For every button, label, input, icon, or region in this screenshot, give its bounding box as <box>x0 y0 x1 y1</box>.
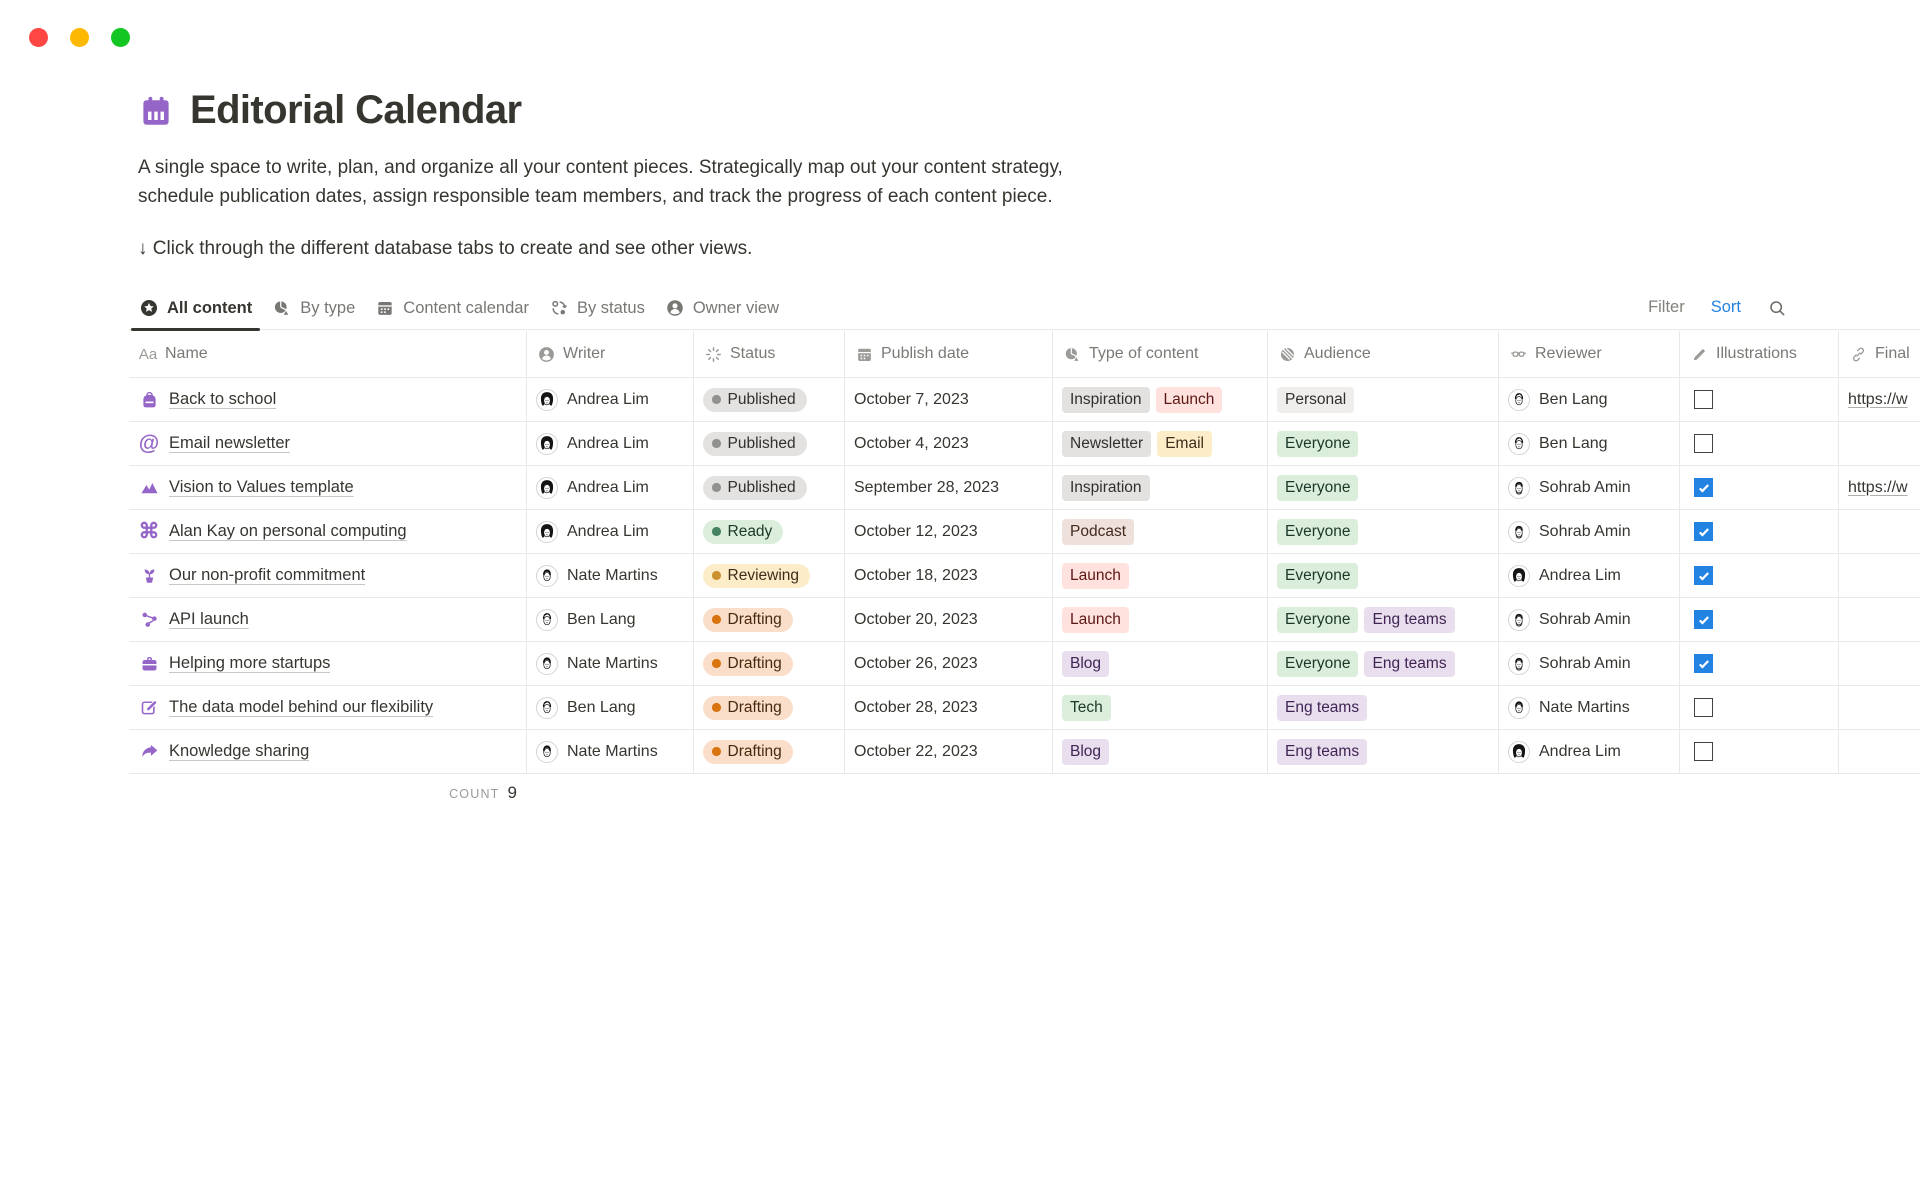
status-dot <box>712 527 721 536</box>
cell-audience[interactable] <box>1268 554 1499 597</box>
illustrations-checkbox[interactable] <box>1694 390 1713 409</box>
tag-eng-teams[interactable]: Eng teams <box>1364 651 1454 677</box>
column-header-publish-date[interactable] <box>845 331 1053 377</box>
audience-icon <box>1277 344 1297 364</box>
avatar <box>1508 653 1530 675</box>
cell-publish-date[interactable]: October 26, 2023 <box>845 642 1053 685</box>
cell-writer[interactable] <box>527 730 694 773</box>
cell-audience[interactable] <box>1268 466 1499 509</box>
cell-publish-date[interactable]: October 20, 2023 <box>845 598 1053 641</box>
table-row <box>129 642 1920 686</box>
cell-audience[interactable] <box>1268 378 1499 421</box>
backpack-icon <box>138 389 160 411</box>
pie-icon <box>1062 344 1082 364</box>
cell-publish-date[interactable]: October 12, 2023 <box>845 510 1053 553</box>
cell-publish-date[interactable]: October 18, 2023 <box>845 554 1053 597</box>
tag-launch[interactable]: Launch <box>1062 607 1129 633</box>
nodes-icon <box>138 609 160 631</box>
tab-label: By status <box>576 298 645 317</box>
calendar-sm-icon <box>375 298 395 318</box>
filter-button[interactable]: Filter <box>1648 298 1685 316</box>
page-link[interactable]: Email newsletter <box>169 434 291 452</box>
tag-everyone[interactable]: Everyone <box>1277 607 1358 633</box>
cell-final[interactable] <box>1839 598 1920 641</box>
close-button[interactable] <box>29 28 48 47</box>
cell-reviewer[interactable] <box>1499 642 1680 685</box>
status-spinner-icon <box>703 344 723 364</box>
person-name: Ben Lang <box>1539 434 1608 452</box>
cell-writer[interactable] <box>527 642 694 685</box>
illustrations-checkbox[interactable] <box>1694 566 1713 585</box>
cell-status[interactable] <box>694 510 845 553</box>
content-table <box>129 331 1920 774</box>
illustrations-checkbox[interactable] <box>1694 742 1713 761</box>
column-header-illustrations[interactable] <box>1680 331 1839 377</box>
tag-inspiration[interactable]: Inspiration <box>1062 475 1150 501</box>
illustrations-checkbox[interactable] <box>1694 478 1713 497</box>
cell-illustrations <box>1680 598 1839 641</box>
tag-everyone[interactable]: Everyone <box>1277 519 1358 545</box>
cell-reviewer[interactable] <box>1499 554 1680 597</box>
person-circle-icon <box>536 344 556 364</box>
cell-final[interactable] <box>1839 466 1920 509</box>
tag-newsletter[interactable]: Newsletter <box>1062 431 1151 457</box>
status-dot <box>712 615 721 624</box>
column-header-reviewer[interactable] <box>1499 331 1680 377</box>
cell-final[interactable] <box>1839 554 1920 597</box>
tag-everyone[interactable]: Everyone <box>1277 475 1358 501</box>
person-name: Sohrab Amin <box>1539 654 1631 672</box>
cell-audience[interactable] <box>1268 730 1499 773</box>
page-link[interactable]: Our non-profit commitment <box>169 566 366 584</box>
person-name: Sohrab Amin <box>1539 610 1631 628</box>
view-tabs-bar <box>129 286 1920 330</box>
page-link[interactable]: Knowledge sharing <box>169 742 310 760</box>
table-row <box>129 378 1920 422</box>
check-icon <box>1697 481 1711 495</box>
tab-all-content[interactable] <box>129 286 262 330</box>
status-badge[interactable]: Published <box>703 476 807 500</box>
cell-status[interactable] <box>694 598 845 641</box>
tag-blog[interactable]: Blog <box>1062 651 1109 677</box>
cell-writer[interactable] <box>527 378 694 421</box>
tag-podcast[interactable]: Podcast <box>1062 519 1134 545</box>
avatar <box>536 521 558 543</box>
cell-illustrations <box>1680 378 1839 421</box>
column-label: Audience <box>1304 345 1371 362</box>
column-header-name[interactable] <box>129 331 527 377</box>
cell-final[interactable] <box>1839 378 1920 421</box>
avatar <box>536 653 558 675</box>
page-link[interactable]: Vision to Values template <box>169 478 354 496</box>
cell-name <box>129 554 527 597</box>
cell-audience[interactable] <box>1268 422 1499 465</box>
cell-writer[interactable] <box>527 686 694 729</box>
table-row <box>129 686 1920 730</box>
column-label: Type of content <box>1089 345 1199 362</box>
column-header-type-of-content[interactable] <box>1053 331 1268 377</box>
column-label: Name <box>165 345 208 362</box>
column-label: Status <box>730 345 776 362</box>
table-row <box>129 466 1920 510</box>
cell-publish-date[interactable]: October 22, 2023 <box>845 730 1053 773</box>
tab-by-status[interactable] <box>539 286 655 330</box>
person-name: Andrea Lim <box>567 478 649 496</box>
tag-everyone[interactable]: Everyone <box>1277 563 1358 589</box>
tab-owner-view[interactable] <box>655 286 789 330</box>
cell-reviewer[interactable] <box>1499 510 1680 553</box>
avatar <box>1508 389 1530 411</box>
check-icon <box>1697 569 1711 583</box>
status-badge[interactable]: Published <box>703 432 807 456</box>
column-label: Publish date <box>881 345 970 362</box>
column-label: Reviewer <box>1535 345 1602 362</box>
cell-name <box>129 642 527 685</box>
cell-writer[interactable] <box>527 466 694 509</box>
status-dot <box>712 439 721 448</box>
avatar <box>536 697 558 719</box>
status-badge[interactable]: Drafting <box>703 740 793 764</box>
person-name: Nate Martins <box>1539 698 1630 716</box>
cell-type-of-content[interactable] <box>1053 686 1268 729</box>
cell-writer[interactable] <box>527 598 694 641</box>
count-label: COUNT <box>449 787 500 801</box>
cell-status[interactable] <box>694 554 845 597</box>
status-badge[interactable]: Reviewing <box>703 564 810 588</box>
cell-final[interactable] <box>1839 510 1920 553</box>
tab-by-type[interactable] <box>262 286 365 330</box>
cell-illustrations <box>1680 466 1839 509</box>
person-circle-icon <box>665 298 685 318</box>
link-icon <box>1848 344 1868 364</box>
table-row <box>129 554 1920 598</box>
minimize-button[interactable] <box>70 28 89 47</box>
final-url-link[interactable]: https://w <box>1848 390 1908 408</box>
avatar <box>1508 741 1530 763</box>
final-url-link[interactable]: https://w <box>1848 478 1908 496</box>
cell-name <box>129 598 527 641</box>
cell-name <box>129 378 527 421</box>
cell-type-of-content[interactable] <box>1053 378 1268 421</box>
pencil-icon <box>1689 344 1709 364</box>
cell-illustrations <box>1680 686 1839 729</box>
tag-everyone[interactable]: Everyone <box>1277 651 1358 677</box>
cell-publish-date[interactable]: September 28, 2023 <box>845 466 1053 509</box>
tag-personal[interactable]: Personal <box>1277 387 1354 413</box>
table-row <box>129 730 1920 774</box>
status-badge[interactable]: Ready <box>703 520 783 544</box>
cell-reviewer[interactable] <box>1499 598 1680 641</box>
avatar <box>536 741 558 763</box>
cell-status[interactable] <box>694 730 845 773</box>
count-value: 9 <box>507 783 517 802</box>
cell-status[interactable] <box>694 686 845 729</box>
column-label: Final <box>1875 345 1910 362</box>
tag-launch[interactable]: Launch <box>1062 563 1129 589</box>
page-link[interactable]: Helping more startups <box>169 654 331 672</box>
cell-final[interactable] <box>1839 422 1920 465</box>
tag-email[interactable]: Email <box>1157 431 1212 457</box>
page-link[interactable]: Back to school <box>169 390 277 408</box>
illustrations-checkbox[interactable] <box>1694 698 1713 717</box>
at-sign-icon: @ <box>138 432 160 455</box>
cell-type-of-content[interactable] <box>1053 510 1268 553</box>
cell-final[interactable] <box>1839 642 1920 685</box>
person-name: Nate Martins <box>567 742 658 760</box>
person-name: Ben Lang <box>567 698 636 716</box>
cell-type-of-content[interactable] <box>1053 554 1268 597</box>
cell-audience[interactable] <box>1268 510 1499 553</box>
cell-type-of-content[interactable] <box>1053 730 1268 773</box>
calendar-icon <box>138 93 174 129</box>
avatar <box>536 477 558 499</box>
tag-eng-teams[interactable]: Eng teams <box>1364 607 1454 633</box>
cell-writer[interactable] <box>527 554 694 597</box>
avatar <box>536 609 558 631</box>
avatar <box>536 389 558 411</box>
table-row <box>129 510 1920 554</box>
cell-audience[interactable] <box>1268 686 1499 729</box>
check-icon <box>1697 525 1711 539</box>
cell-reviewer[interactable] <box>1499 466 1680 509</box>
person-name: Andrea Lim <box>1539 742 1621 760</box>
person-name: Sohrab Amin <box>1539 478 1631 496</box>
tab-label: All content <box>167 298 253 317</box>
avatar <box>1508 433 1530 455</box>
cell-reviewer[interactable] <box>1499 730 1680 773</box>
column-label: Writer <box>563 345 606 362</box>
avatar <box>536 565 558 587</box>
cell-illustrations <box>1680 642 1839 685</box>
cell-reviewer[interactable] <box>1499 378 1680 421</box>
column-header-final[interactable] <box>1839 331 1920 377</box>
status-dot <box>712 483 721 492</box>
illustrations-checkbox[interactable] <box>1694 654 1713 673</box>
cell-publish-date[interactable]: October 4, 2023 <box>845 422 1053 465</box>
cell-status[interactable] <box>694 422 845 465</box>
cell-reviewer[interactable] <box>1499 686 1680 729</box>
mountains-icon <box>138 477 160 499</box>
text-icon: Aa <box>138 345 158 363</box>
cell-status[interactable] <box>694 642 845 685</box>
illustrations-checkbox[interactable] <box>1694 434 1713 453</box>
pie-icon <box>272 298 292 318</box>
person-name: Andrea Lim <box>567 390 649 408</box>
person-name: Ben Lang <box>567 610 636 628</box>
person-name: Sohrab Amin <box>1539 522 1631 540</box>
column-label: Illustrations <box>1716 345 1797 362</box>
cell-type-of-content[interactable] <box>1053 598 1268 641</box>
cell-audience[interactable] <box>1268 598 1499 641</box>
person-name: Nate Martins <box>567 654 658 672</box>
briefcase-icon <box>138 653 160 675</box>
tab-label: Content calendar <box>403 298 529 317</box>
illustrations-checkbox[interactable] <box>1694 522 1713 541</box>
page-link[interactable]: The data model behind our flexibility <box>169 698 434 716</box>
table-row <box>129 598 1920 642</box>
cell-name <box>129 466 527 509</box>
cell-publish-date[interactable]: October 28, 2023 <box>845 686 1053 729</box>
command-icon: ⌘ <box>138 520 160 543</box>
cell-final[interactable] <box>1839 686 1920 729</box>
page-header <box>138 88 1063 260</box>
window-controls <box>29 28 130 47</box>
cell-type-of-content[interactable] <box>1053 642 1268 685</box>
cell-type-of-content[interactable] <box>1053 466 1268 509</box>
avatar <box>1508 697 1530 719</box>
cell-illustrations <box>1680 510 1839 553</box>
cell-name <box>129 510 527 553</box>
compose-icon <box>138 697 160 719</box>
status-badge[interactable]: Drafting <box>703 696 793 720</box>
avatar <box>1508 477 1530 499</box>
tag-blog[interactable]: Blog <box>1062 739 1109 765</box>
cell-illustrations <box>1680 422 1839 465</box>
person-name: Andrea Lim <box>567 434 649 452</box>
flow-icon <box>549 298 569 318</box>
cell-illustrations <box>1680 730 1839 773</box>
illustrations-checkbox[interactable] <box>1694 610 1713 629</box>
cell-reviewer[interactable] <box>1499 422 1680 465</box>
check-icon <box>1697 613 1711 627</box>
page-link[interactable]: API launch <box>169 610 249 628</box>
zoom-button[interactable] <box>111 28 130 47</box>
cell-writer[interactable] <box>527 510 694 553</box>
status-dot <box>712 747 721 756</box>
search-icon[interactable] <box>1767 298 1787 318</box>
person-name: Andrea Lim <box>1539 566 1621 584</box>
column-header-audience[interactable] <box>1268 331 1499 377</box>
cell-status[interactable] <box>694 466 845 509</box>
avatar <box>1508 609 1530 631</box>
tag-launch[interactable]: Launch <box>1156 387 1223 413</box>
cell-audience[interactable] <box>1268 642 1499 685</box>
tag-inspiration[interactable]: Inspiration <box>1062 387 1150 413</box>
plant-icon <box>138 565 160 587</box>
tab-label: By type <box>300 298 356 317</box>
tag-eng-teams[interactable]: Eng teams <box>1277 739 1367 765</box>
status-dot <box>712 395 721 404</box>
tab-label: Owner view <box>692 298 780 317</box>
table-row <box>129 422 1920 466</box>
calendar-sm-icon <box>854 344 874 364</box>
person-name: Andrea Lim <box>567 522 649 540</box>
status-badge[interactable]: Published <box>703 388 807 412</box>
status-dot <box>712 571 721 580</box>
column-header-writer[interactable] <box>527 331 694 377</box>
page-hint: ↓ Click through the different database tabs to create and see other views. <box>138 238 753 259</box>
tag-tech[interactable]: Tech <box>1062 695 1111 721</box>
avatar <box>1508 565 1530 587</box>
page-link[interactable]: Alan Kay on personal computing <box>169 522 407 540</box>
status-dot <box>712 659 721 668</box>
share-arrow-icon <box>138 741 160 763</box>
cell-name <box>129 730 527 773</box>
avatar <box>1508 521 1530 543</box>
tag-everyone[interactable]: Everyone <box>1277 431 1358 457</box>
table-header-row <box>129 331 1920 378</box>
page-description: A single space to write, plan, and organize all your content pieces. Strategically map out your content strategy, schedule publication dates, assign responsible team members, and track the progress of each content piece. <box>138 157 1063 207</box>
status-dot <box>712 703 721 712</box>
status-badge[interactable]: Drafting <box>703 608 793 632</box>
cell-illustrations <box>1680 554 1839 597</box>
cell-writer[interactable] <box>527 422 694 465</box>
glasses-icon <box>1508 344 1528 364</box>
cell-type-of-content[interactable] <box>1053 422 1268 465</box>
tag-eng-teams[interactable]: Eng teams <box>1277 695 1367 721</box>
table-footer[interactable] <box>129 783 527 803</box>
column-header-status[interactable] <box>694 331 845 377</box>
cell-name <box>129 686 527 729</box>
check-icon <box>1697 657 1711 671</box>
cell-final[interactable] <box>1839 730 1920 773</box>
cell-publish-date[interactable]: October 7, 2023 <box>845 378 1053 421</box>
person-name: Ben Lang <box>1539 390 1608 408</box>
cell-status[interactable] <box>694 378 845 421</box>
cell-name <box>129 422 527 465</box>
page-title: Editorial Calendar <box>190 88 522 132</box>
avatar <box>536 433 558 455</box>
tab-content-calendar[interactable] <box>365 286 539 330</box>
person-name: Nate Martins <box>567 566 658 584</box>
status-badge[interactable]: Drafting <box>703 652 793 676</box>
sort-button[interactable]: Sort <box>1710 298 1741 316</box>
star-circle-icon <box>139 298 159 318</box>
